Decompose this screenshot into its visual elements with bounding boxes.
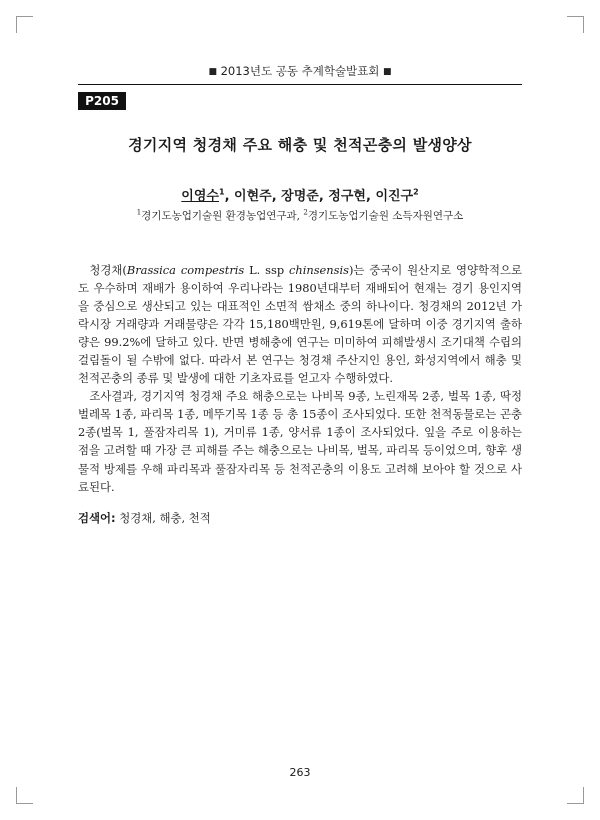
abstract-paragraph-1 — [78, 261, 522, 387]
affiliation-2: 경기도농업기술원 소득자원연구소 — [307, 210, 464, 222]
crop-mark-top-left — [16, 16, 33, 33]
keywords-text: 청경채, 해충, 천적 — [115, 511, 211, 525]
co-authors: , 이현주, 장명준, 정구현, 이진구 — [224, 189, 414, 204]
species-name: Brassica compestris — [126, 263, 245, 277]
keywords — [78, 510, 211, 526]
last-author-affil-mark: 2 — [413, 187, 419, 197]
running-header — [0, 63, 600, 79]
author-list — [0, 185, 600, 204]
abstract-p1-text-b: L. ssp — [244, 263, 289, 277]
affiliation-1-mark: 1 — [136, 208, 142, 217]
crop-mark-top-right — [567, 16, 584, 33]
first-author-affil-mark: 1 — [218, 187, 225, 197]
abstract-p1-text-c: )는 중국이 원산지로 영양학적으로도 우수하며 재배가 용이하여 우리나라는 1980년대부터 재배되어 현재는 경기 용인지역을 중심으로 생산되고 있는 대표적인 소면적 쌈채소 중의 하나이다. 청경채의 2012년 가락시장 거래량과 거래물량은 각각 15,180백만원, 9,619톤에 달하며 이중 경기지역 출하량은 99.2%에 달하고 있다. 반면 병해충에 연구는 미미하여 피해발생시 조기대책 수립의 걸림돌이 될 수밖에 없다. 따라서 본 연구는 청경채 주산지인 용인, 화성지역에서 해충 및 천적곤충의 종류 및 발생에 대한 기초자료를 얻고자 수행하였다. — [78, 263, 523, 386]
affiliations — [0, 208, 600, 223]
affiliation-1: 경기도농업기술원 환경농업연구과, — [141, 210, 304, 222]
paper-id-badge: P205 — [78, 92, 126, 110]
abstract-paragraph-2: 조사결과, 경기지역 청경채 주요 해충으로는 나비목 9종, 노린재목 2종, 벌목 1종, 딱정벌레목 1종, 파리목 1종, 메뚜기목 1종 등 총 15종이 조사되었다. 또한 천적동물로는 곤충 2종(벌목 1, 풀잠자리목 1), 거미류 1종, 양서류 1종이 조사되었다. 잎을 주로 이용하는 점을 고려할 때 가장 큰 피해를 주는 해충으로는 나비목, 벌목, 파리목 등이었으며, 향후 생물적 방제를 우해 파리목과 풀잠자리목 등 천적곤충의 이용도 고려해 보아야 할 것으로 사료된다. — [78, 389, 522, 494]
header-bullet-left: ■ — [208, 67, 217, 77]
crop-mark-bottom-right — [567, 787, 584, 804]
page-number: 263 — [289, 766, 311, 779]
abstract — [78, 261, 522, 496]
header-bullet-right: ■ — [383, 67, 392, 77]
abstract-p1-text-a: 청경채( — [89, 263, 127, 277]
crop-mark-bottom-left — [16, 787, 33, 804]
subspecies-name: chinsensis — [289, 263, 349, 277]
first-author: 이영수 — [181, 189, 219, 204]
conference-name: 2013년도 공동 추계학술발표회 — [220, 64, 380, 78]
header-rule — [78, 84, 522, 85]
keywords-label: 검색어: — [78, 511, 116, 525]
affiliation-2-mark: 2 — [303, 208, 308, 217]
paper-title: 경기지역 청경채 주요 해충 및 천적곤충의 발생양상 — [128, 136, 472, 154]
